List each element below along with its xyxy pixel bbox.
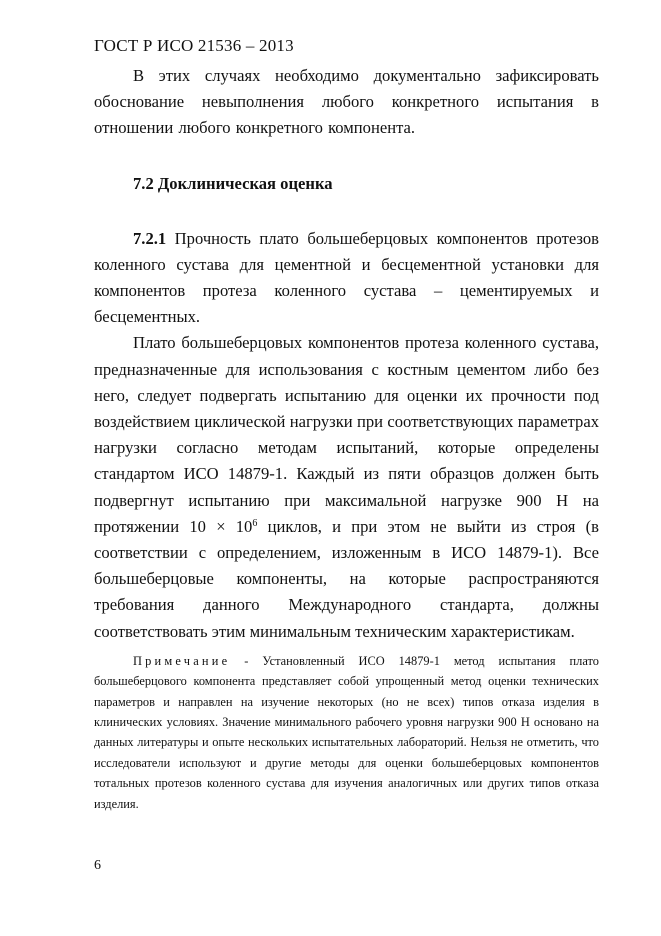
body-text-part1: Плато большеберцовых компонентов протеза коленного сустава, предназначенные для использования с костным цементом либо без него, следует подвергать испытанию для оценки их прочности под воздействием циклической нагрузки при соответствующих параметрах нагрузки согласно методам испытаний, которые определены стандартом ИСО 14879-1. Каждый из пяти образцов должен быть подвергнут испытанию при максимальной нагрузке 900 Н на протяжении 10 × 10 [94, 333, 599, 536]
page-number: 6 [94, 858, 101, 873]
section-heading: 7.2 Доклиническая оценка [133, 173, 333, 193]
note-separator: - [230, 653, 263, 668]
document-header: ГОСТ Р ИСО 21536 – 2013 [94, 36, 294, 55]
body-text-part2: циклов, и при этом не выйти из строя (в соответствии с определением, изложенным в ИСО 14879-1). Все большеберцовые компоненты, на которые распространяются требования данного Международного стандарта, должны соответствовать этим минимальным техническим характеристикам. [94, 516, 599, 641]
spacer [94, 142, 599, 171]
spacer [94, 197, 599, 226]
subsection-number: 7.2.1 [133, 228, 167, 248]
subsection-title: Прочность плато большеберцовых компонентов протезов коленного сустава для цементной и бесцементной установки для компонентов протеза коленного сустава – цементируемых и бесцементных. [94, 228, 599, 327]
body-paragraph [94, 330, 599, 644]
note-label: Примечание [133, 653, 231, 668]
subsection-paragraph [94, 226, 599, 331]
page-content [94, 63, 599, 814]
note-paragraph [94, 651, 599, 814]
exponent: 6 [252, 517, 258, 529]
intro-paragraph: В этих случаях необходимо документально зафиксировать обоснование невыполнения любого конкретного испытания в отношении любого конкретного компонента. [94, 66, 599, 138]
note-text: Установленный ИСО 14879-1 метод испытания плато большеберцового компонента представляет собой упрощенный метод оценки технических параметров и направлен на изучение некоторых (но не всех) типов отказа изделия в клинических условиях. Значение минимального рабочего уровня нагрузки 900 Н основано на данных литературы и опыте нескольких испытательных лабораторий. Нельзя не отметить, что исследователи используют и другие методы для оценки большеберцовых компонентов тотальных протезов коленного сустава для изучения аналогичных или других типов отказа изделия. [94, 653, 599, 811]
